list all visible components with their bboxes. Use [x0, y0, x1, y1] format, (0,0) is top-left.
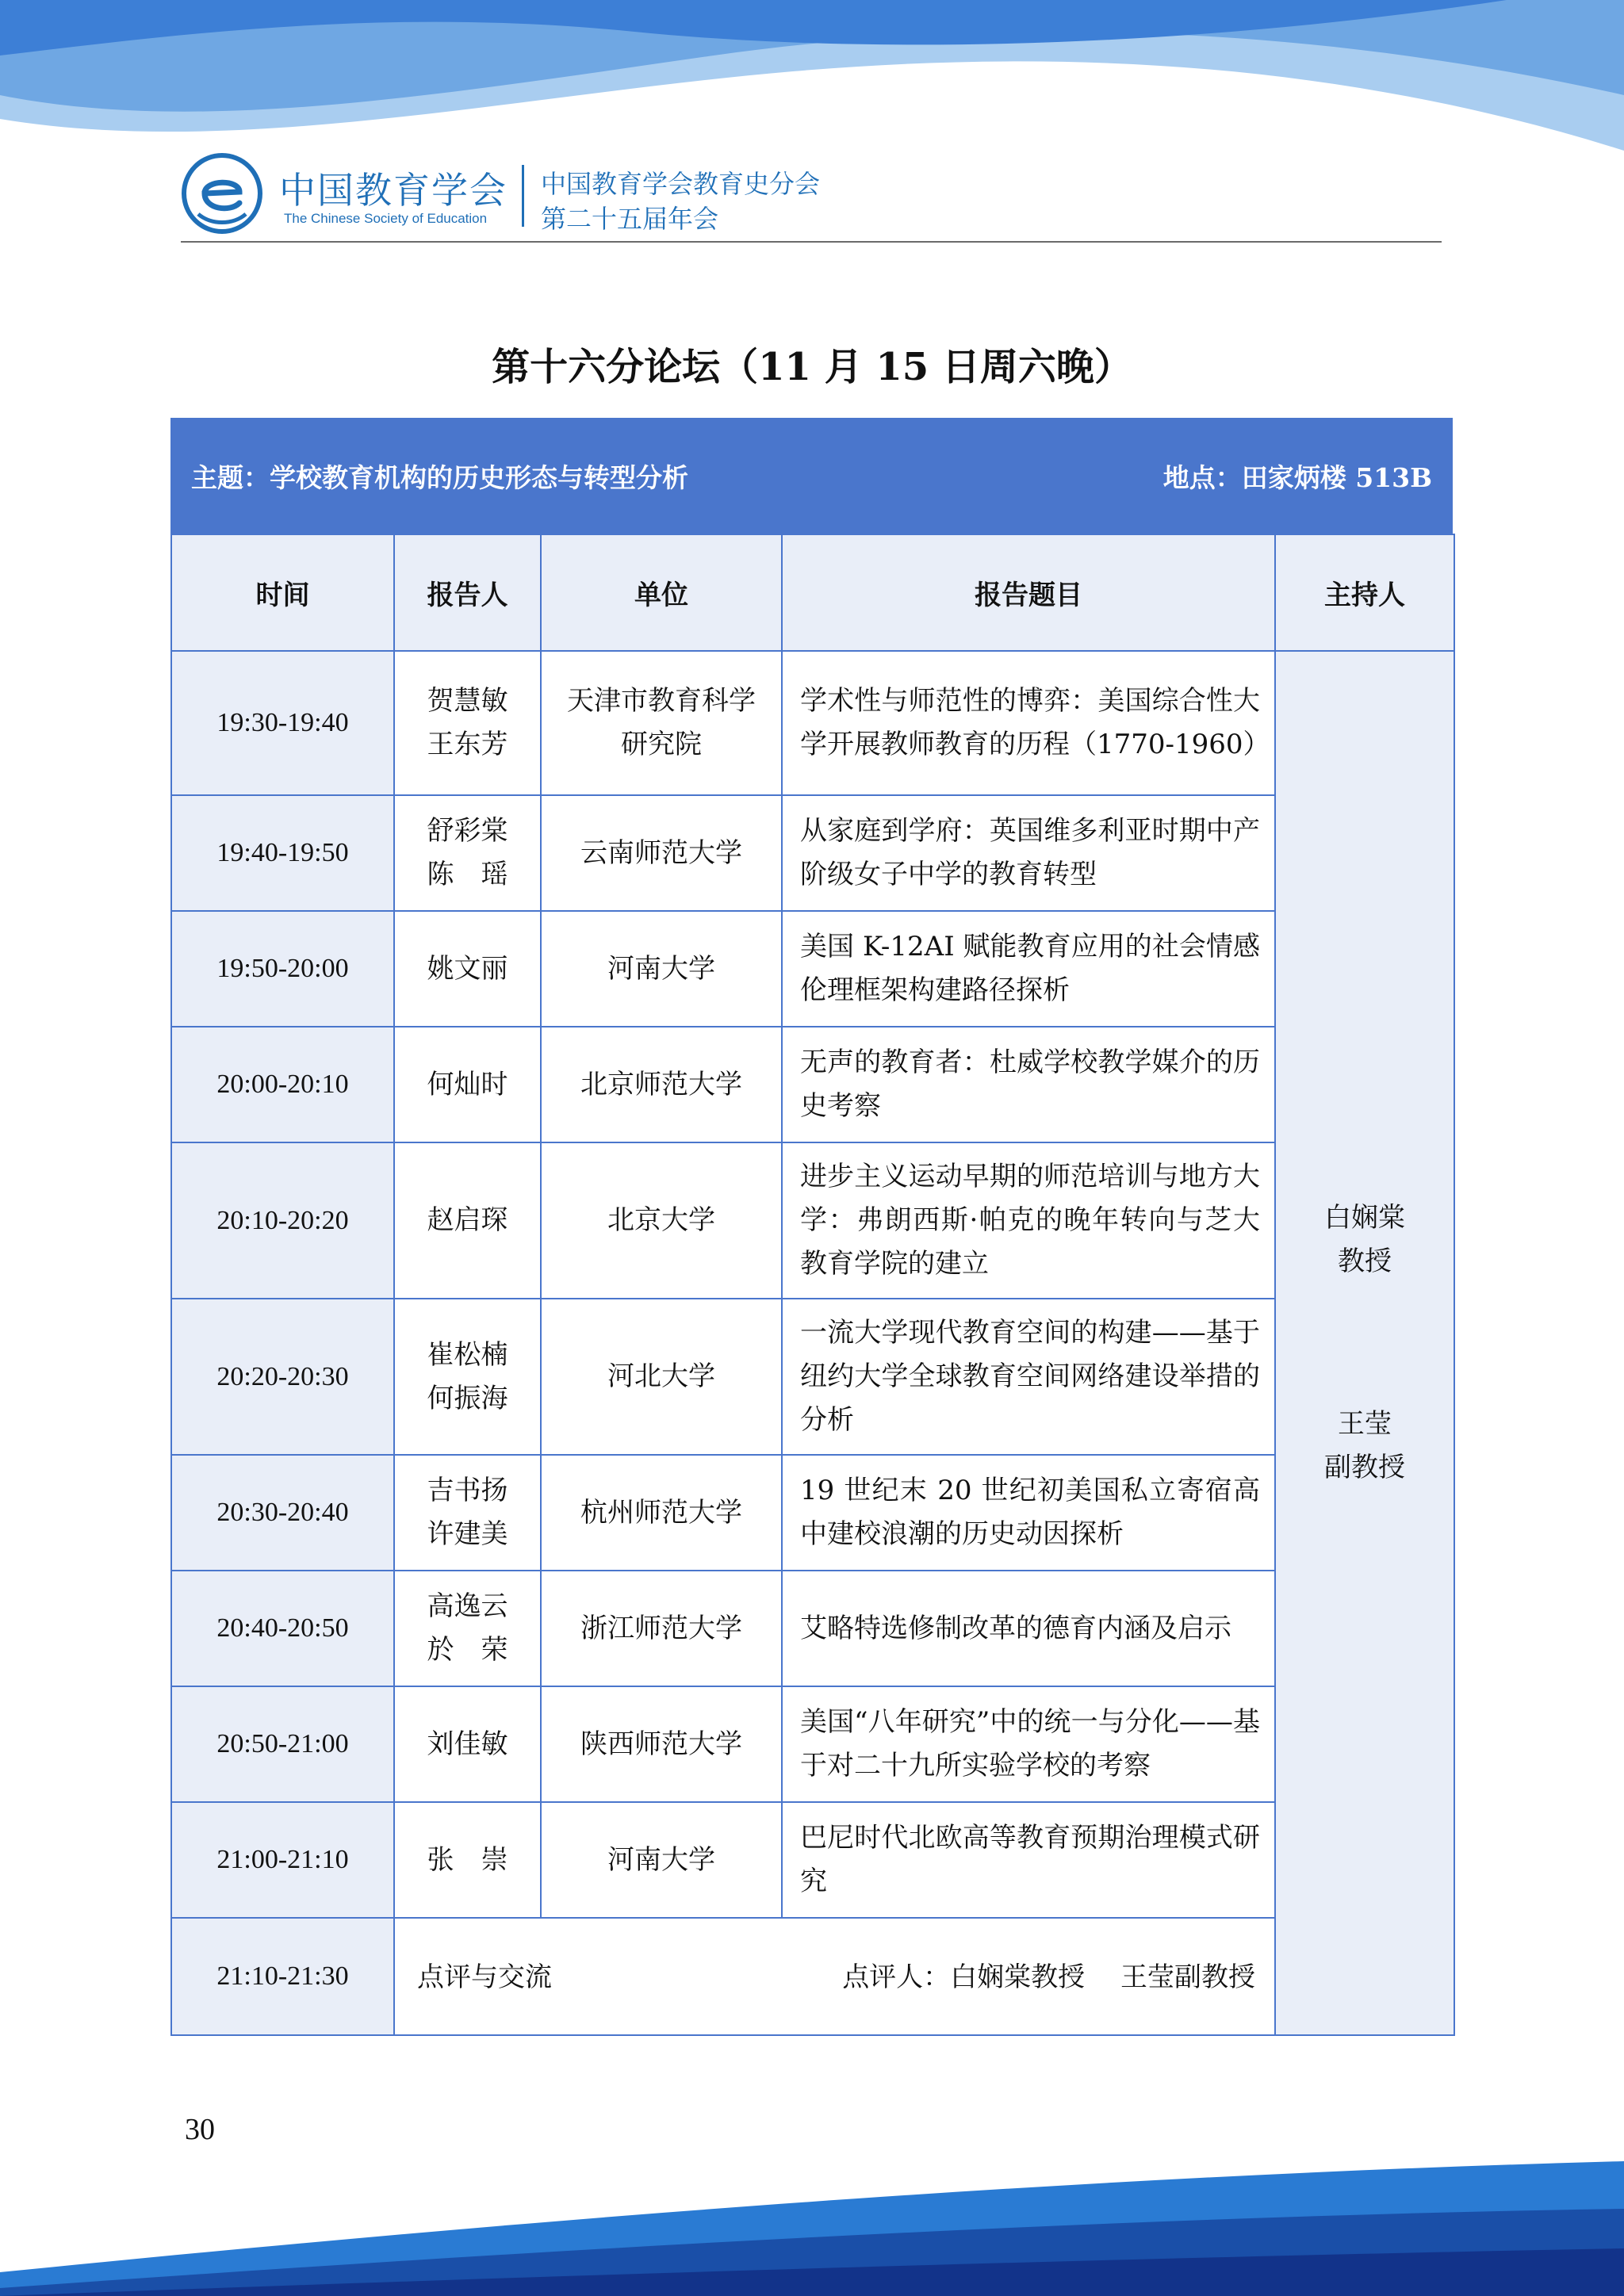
table-row	[171, 1299, 1454, 1455]
cell-topic: 一流大学现代教育空间的构建——基于纽约大学全球教育空间网络建设举措的分析	[782, 1299, 1275, 1455]
speaker-name: 陈 瑶	[427, 859, 508, 890]
host-name: 白娴棠	[1324, 1202, 1405, 1234]
column-header-unit: 单位	[541, 534, 782, 651]
cell-time: 20:20-20:30	[171, 1299, 394, 1455]
cell-time: 20:00-20:10	[171, 1027, 394, 1142]
table-row	[171, 1802, 1454, 1918]
cell-time: 19:40-19:50	[171, 795, 394, 911]
cell-time: 20:40-20:50	[171, 1571, 394, 1686]
speaker-name: 张 崇	[427, 1843, 508, 1876]
forum-location: 地点：田家炳楼 513B	[1162, 462, 1432, 493]
forum-title: 第十六分论坛（11 月 15 日周六晚）	[492, 345, 1132, 389]
cell-unit	[541, 1455, 782, 1571]
society-logo-icon	[181, 152, 263, 235]
table-header-row	[171, 534, 1454, 651]
cell-time: 20:30-20:40	[171, 1455, 394, 1571]
speaker-name: 王东芳	[427, 729, 508, 760]
header-rule	[181, 241, 1442, 243]
cell-speakers	[394, 911, 541, 1027]
unit-name: 河南大学	[607, 1843, 715, 1876]
speaker-name: 许建美	[427, 1518, 508, 1550]
unit-name: 陕西师范大学	[580, 1728, 742, 1760]
host-title: 教授	[1338, 1246, 1392, 1277]
cell-unit	[541, 1686, 782, 1802]
cell-unit	[541, 1299, 782, 1455]
review-row	[171, 1918, 1454, 2035]
speaker-name: 吉书扬	[427, 1475, 508, 1506]
host-name: 王莹	[1338, 1408, 1392, 1440]
cell-speakers	[394, 1455, 541, 1571]
table-row	[171, 1455, 1454, 1571]
table-row	[171, 795, 1454, 911]
cell-time: 21:10-21:30	[171, 1918, 394, 2035]
conference-title	[541, 166, 820, 236]
speaker-name: 崔松楠	[427, 1338, 508, 1371]
speaker-name: 贺慧敏	[427, 685, 508, 717]
reviewers: 点评人：白娴棠教授 王莹副教授	[842, 1961, 1255, 1993]
cell-time: 19:30-19:40	[171, 651, 394, 795]
speaker-name: 刘佳敏	[427, 1728, 508, 1760]
unit-name: 北京师范大学	[580, 1068, 742, 1100]
cell-topic: 19 世纪末 20 世纪初美国私立寄宿高中建校浪潮的历史动因探析	[782, 1455, 1275, 1571]
cell-hosts	[1275, 651, 1454, 2035]
cell-unit	[541, 795, 782, 911]
cell-speakers	[394, 1142, 541, 1299]
cell-speakers	[394, 1299, 541, 1455]
cell-topic: 无声的教育者：杜威学校教学媒介的历史考察	[782, 1027, 1275, 1142]
cell-unit	[541, 1142, 782, 1299]
cell-topic: 美国“八年研究”中的统一与分化——基于对二十九所实验学校的考察	[782, 1686, 1275, 1802]
cell-unit	[541, 911, 782, 1027]
schedule-table	[170, 534, 1455, 2036]
cell-topic: 美国 K-12AI 赋能教育应用的社会情感伦理框架构建路径探析	[782, 911, 1275, 1027]
society-logo-text: 中国教育学会	[279, 169, 508, 212]
column-header-host: 主持人	[1275, 534, 1454, 651]
cell-unit	[541, 651, 782, 795]
review-label: 点评与交流	[417, 1961, 552, 1993]
speaker-name: 於 荣	[427, 1634, 508, 1666]
unit-name: 河北大学	[607, 1360, 715, 1392]
footer-wave-decoration	[0, 2130, 1624, 2296]
table-row	[171, 1142, 1454, 1299]
table-row	[171, 911, 1454, 1027]
column-header-topic: 报告题目	[782, 534, 1275, 651]
host-spacer	[1276, 1284, 1454, 1402]
speaker-name: 姚文丽	[427, 952, 508, 985]
unit-name: 杭州师范大学	[580, 1496, 742, 1529]
table-row	[171, 1686, 1454, 1802]
review-content	[395, 1919, 1274, 2034]
cell-speakers	[394, 795, 541, 911]
cell-topic: 巴尼时代北欧高等教育预期治理模式研究	[782, 1802, 1275, 1918]
speaker-name: 何灿时	[427, 1068, 508, 1100]
cell-unit	[541, 1027, 782, 1142]
cell-time: 19:50-20:00	[171, 911, 394, 1027]
table-row	[171, 651, 1454, 795]
speaker-name: 赵启琛	[427, 1204, 508, 1236]
cell-topic: 从家庭到学府：英国维多利亚时期中产阶级女子中学的教育转型	[782, 795, 1275, 911]
cell-speakers	[394, 1027, 541, 1142]
cell-topic: 学术性与师范性的博弈：美国综合性大学开展教师教育的历程（1770-1960）	[782, 651, 1275, 795]
column-header-time: 时间	[171, 534, 394, 651]
cell-review	[394, 1918, 1275, 2035]
unit-name: 天津市教育科学研究院	[567, 685, 756, 760]
cell-time: 20:50-21:00	[171, 1686, 394, 1802]
society-logo-english: The Chinese Society of Education	[284, 211, 488, 226]
host-title: 副教授	[1324, 1452, 1405, 1483]
speaker-name: 高逸云	[427, 1590, 508, 1622]
cell-speakers	[394, 1571, 541, 1686]
unit-name: 云南师范大学	[580, 836, 742, 869]
cell-topic: 进步主义运动早期的师范培训与地方大学：弗朗西斯·帕克的晚年转向与芝大教育学院的建立	[782, 1142, 1275, 1299]
unit-name: 浙江师范大学	[580, 1612, 742, 1644]
table-row	[171, 1571, 1454, 1686]
cell-speakers	[394, 651, 541, 795]
page-number: 30	[185, 2113, 215, 2146]
conference-title-line2: 第二十五届年会	[541, 204, 719, 234]
header-divider	[522, 165, 524, 227]
cell-time: 20:10-20:20	[171, 1142, 394, 1299]
speaker-name: 何振海	[427, 1382, 508, 1414]
cell-topic: 艾略特选修制改革的德育内涵及启示	[782, 1571, 1275, 1686]
cell-unit	[541, 1571, 782, 1686]
speaker-name: 舒彩棠	[427, 815, 508, 847]
cell-speakers	[394, 1802, 541, 1918]
unit-name: 北京大学	[607, 1204, 715, 1236]
cell-speakers	[394, 1686, 541, 1802]
document-header	[181, 151, 1442, 244]
conference-title-line1: 中国教育学会教育史分会	[541, 169, 821, 199]
column-header-speaker: 报告人	[394, 534, 541, 651]
cell-unit	[541, 1802, 782, 1918]
cell-time: 21:00-21:10	[171, 1802, 394, 1918]
table-row	[171, 1027, 1454, 1142]
unit-name: 河南大学	[607, 952, 715, 985]
forum-theme: 主题：学校教育机构的历史形态与转型分析	[191, 462, 688, 493]
theme-bar	[170, 418, 1453, 534]
